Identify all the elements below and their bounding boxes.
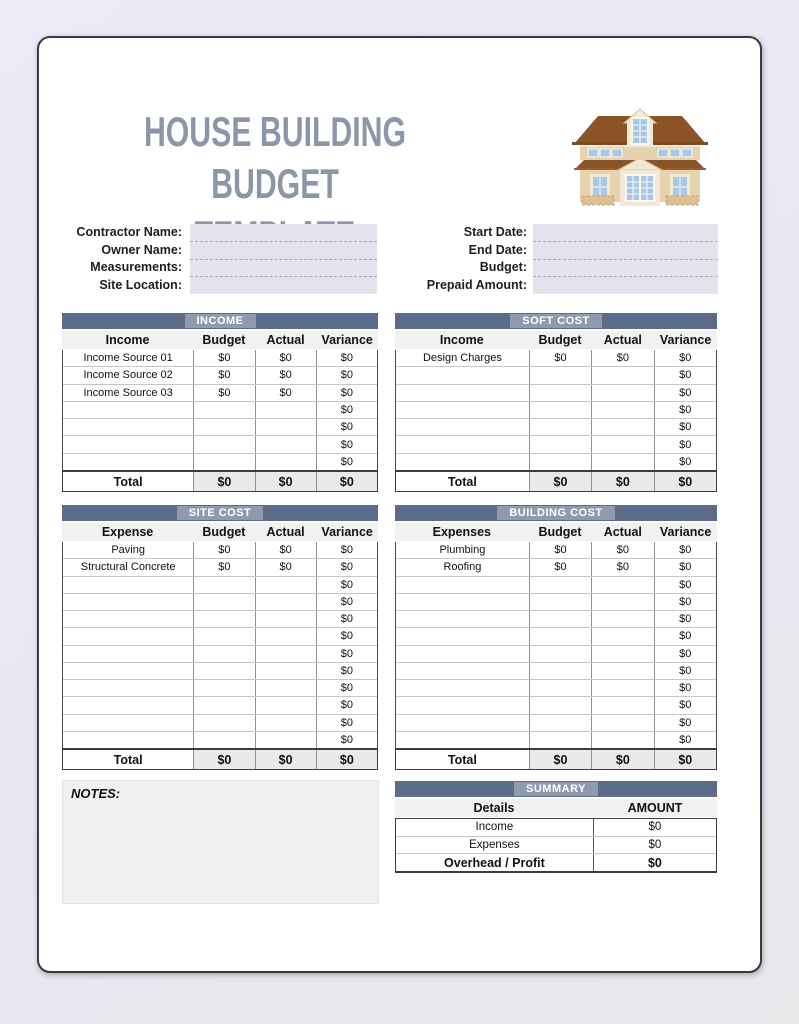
form-label: Start Date:	[463, 225, 527, 239]
table-row	[63, 419, 377, 436]
column-header: Income	[439, 333, 484, 347]
item-name-cell: Income Source 01	[83, 352, 173, 365]
summary-amount-cell: $0	[593, 854, 716, 871]
table-title: SUMMARY	[514, 782, 598, 796]
total-actual: $0	[255, 472, 316, 491]
actual-cell: $0	[255, 385, 316, 401]
budget-cell	[529, 715, 591, 731]
variance-cell: $0	[654, 628, 716, 644]
variance-cell: $0	[654, 419, 716, 435]
item-name-cell	[63, 436, 193, 452]
page-title-line1: HOUSE BUILDING BUDGET	[143, 108, 407, 207]
actual-cell	[591, 611, 653, 627]
actual-cell: $0	[255, 559, 316, 575]
actual-cell: $0	[255, 350, 316, 366]
budget-cell	[193, 732, 254, 748]
item-name-cell	[63, 628, 193, 644]
actual-cell	[591, 732, 653, 748]
variance-cell: $0	[654, 697, 716, 713]
variance-cell: $0	[316, 350, 377, 366]
column-header-row	[62, 523, 378, 541]
budget-cell	[193, 577, 254, 593]
item-name-cell	[396, 385, 529, 401]
column-header: Actual	[603, 525, 642, 539]
table-row	[63, 594, 377, 611]
variance-cell: $0	[316, 454, 377, 470]
budget-cell	[529, 611, 591, 627]
total-label: Total	[113, 752, 143, 767]
table-row	[63, 350, 377, 367]
column-header: Budget	[538, 525, 582, 539]
form-field-line	[533, 277, 718, 294]
budget-cell	[193, 611, 254, 627]
actual-cell	[591, 454, 653, 470]
actual-cell	[255, 402, 316, 418]
variance-cell: $0	[316, 663, 377, 679]
total-budget: $0	[193, 472, 254, 491]
variance-cell: $0	[316, 628, 377, 644]
total-variance: $0	[654, 472, 716, 491]
item-name-cell	[396, 402, 529, 418]
building-cost-table	[395, 505, 717, 770]
table-row	[396, 594, 716, 611]
table-title-bar	[395, 313, 717, 329]
form-field-line	[190, 242, 377, 260]
summary-row	[396, 819, 716, 837]
column-header: Details	[473, 801, 515, 815]
column-header-row	[395, 523, 717, 541]
budget-cell	[193, 628, 254, 644]
item-name-cell: Structural Concrete	[80, 561, 176, 574]
column-header: Actual	[266, 525, 305, 539]
form-label: Prepaid Amount:	[426, 277, 527, 292]
total-budget: $0	[193, 750, 254, 769]
total-label: Total	[447, 752, 477, 767]
budget-cell	[529, 680, 591, 696]
table-row	[396, 559, 716, 576]
actual-cell	[591, 436, 653, 452]
budget-cell	[529, 419, 591, 435]
actual-cell	[591, 680, 653, 696]
table-row	[63, 697, 377, 714]
actual-cell	[255, 646, 316, 662]
total-actual: $0	[255, 750, 316, 769]
summary-detail-cell: Expenses	[469, 839, 520, 851]
actual-cell	[255, 732, 316, 748]
actual-cell	[591, 419, 653, 435]
variance-cell: $0	[654, 646, 716, 662]
column-header: Variance	[659, 525, 712, 539]
total-variance: $0	[316, 750, 377, 769]
actual-cell	[255, 611, 316, 627]
form-label: Owner Name:	[101, 242, 182, 257]
total-row	[395, 748, 717, 770]
item-name-cell: Income Source 02	[83, 369, 173, 382]
variance-cell: $0	[316, 559, 377, 575]
budget-cell	[193, 680, 254, 696]
table-grid	[62, 350, 378, 470]
item-name-cell	[63, 697, 193, 713]
notes-section	[62, 780, 379, 904]
item-name-cell	[396, 697, 529, 713]
variance-cell: $0	[654, 454, 716, 470]
item-name-cell: Paving	[111, 544, 145, 557]
item-name-cell	[396, 715, 529, 731]
variance-cell: $0	[654, 715, 716, 731]
variance-cell: $0	[316, 577, 377, 593]
actual-cell	[255, 577, 316, 593]
table-grid	[395, 350, 717, 470]
table-row	[63, 715, 377, 732]
item-name-cell	[396, 628, 529, 644]
item-name-cell: Roofing	[443, 561, 482, 574]
item-name-cell	[396, 663, 529, 679]
budget-cell	[529, 385, 591, 401]
variance-cell: $0	[654, 367, 716, 383]
budget-cell	[193, 594, 254, 610]
house-icon	[570, 104, 710, 208]
column-header: Budget	[202, 525, 246, 539]
variance-cell: $0	[654, 385, 716, 401]
site-cost-table	[62, 505, 378, 770]
variance-cell: $0	[654, 611, 716, 627]
form-field-line	[533, 224, 718, 242]
item-name-cell	[396, 680, 529, 696]
actual-cell	[255, 628, 316, 644]
item-name-cell	[396, 367, 529, 383]
column-header: Expense	[101, 525, 154, 539]
summary-row	[396, 854, 716, 871]
item-name-cell	[63, 680, 193, 696]
table-row	[63, 385, 377, 402]
actual-cell	[255, 715, 316, 731]
actual-cell	[255, 680, 316, 696]
form-fields-right	[533, 224, 718, 294]
table-row	[63, 454, 377, 470]
form-labels-left	[58, 224, 182, 294]
budget-cell: $0	[529, 350, 591, 366]
actual-cell	[591, 628, 653, 644]
actual-cell	[255, 436, 316, 452]
table-row	[396, 385, 716, 402]
actual-cell	[591, 646, 653, 662]
total-actual: $0	[591, 750, 653, 769]
item-name-cell	[63, 715, 193, 731]
budget-cell	[193, 419, 254, 435]
table-row	[63, 559, 377, 576]
form-field-line	[533, 260, 718, 278]
actual-cell	[591, 385, 653, 401]
budget-cell: $0	[193, 350, 254, 366]
budget-cell	[529, 402, 591, 418]
budget-cell: $0	[529, 559, 591, 575]
variance-cell: $0	[316, 594, 377, 610]
form-field-line	[533, 242, 718, 260]
table-grid	[395, 542, 717, 748]
table-title: SOFT COST	[510, 314, 601, 328]
variance-cell: $0	[316, 611, 377, 627]
budget-cell	[529, 628, 591, 644]
form-field-line	[190, 224, 377, 242]
column-header: Expenses	[432, 525, 491, 539]
column-header-row	[62, 331, 378, 349]
table-title: BUILDING COST	[497, 506, 614, 520]
budget-cell	[193, 663, 254, 679]
table-row	[63, 628, 377, 645]
budget-cell	[529, 697, 591, 713]
table-row	[396, 367, 716, 384]
table-row	[63, 663, 377, 680]
actual-cell	[591, 577, 653, 593]
summary-amount-cell: $0	[593, 819, 716, 836]
variance-cell: $0	[316, 402, 377, 418]
table-row	[63, 367, 377, 384]
actual-cell	[591, 402, 653, 418]
actual-cell	[255, 419, 316, 435]
table-row	[396, 577, 716, 594]
total-row	[62, 470, 378, 492]
item-name-cell	[396, 611, 529, 627]
budget-cell	[193, 402, 254, 418]
table-row	[396, 697, 716, 714]
form-field-line	[190, 260, 377, 278]
column-header: Variance	[321, 525, 373, 539]
income-table	[62, 313, 378, 492]
table-row	[63, 436, 377, 453]
table-row	[396, 663, 716, 680]
total-variance: $0	[654, 750, 716, 769]
budget-cell	[529, 577, 591, 593]
table-row	[396, 419, 716, 436]
column-header: Variance	[659, 333, 712, 347]
variance-cell: $0	[654, 350, 716, 366]
table-title-bar	[395, 781, 717, 797]
budget-cell: $0	[193, 385, 254, 401]
variance-cell: $0	[316, 697, 377, 713]
table-title-bar	[395, 505, 717, 521]
form-fields-left	[190, 224, 377, 294]
variance-cell: $0	[316, 542, 377, 558]
variance-cell: $0	[654, 402, 716, 418]
table-row	[396, 402, 716, 419]
total-label: Total	[113, 474, 143, 489]
variance-cell: $0	[654, 594, 716, 610]
actual-cell	[591, 663, 653, 679]
budget-cell	[193, 436, 254, 452]
variance-cell: $0	[316, 436, 377, 452]
column-header-row	[395, 799, 717, 817]
table-row	[396, 715, 716, 732]
variance-cell: $0	[316, 732, 377, 748]
soft-cost-table	[395, 313, 717, 492]
variance-cell: $0	[654, 542, 716, 558]
variance-cell: $0	[316, 367, 377, 383]
actual-cell	[255, 663, 316, 679]
budget-cell	[193, 697, 254, 713]
form-label: Site Location:	[99, 277, 182, 292]
notes-label: NOTES:	[71, 786, 121, 801]
variance-cell: $0	[316, 646, 377, 662]
budget-cell: $0	[529, 542, 591, 558]
budget-cell: $0	[193, 542, 254, 558]
table-row	[63, 646, 377, 663]
item-name-cell: Plumbing	[439, 544, 486, 557]
variance-cell: $0	[654, 559, 716, 575]
variance-cell: $0	[654, 680, 716, 696]
item-name-cell: Income Source 03	[83, 386, 173, 399]
summary-detail-cell: Income	[475, 821, 514, 834]
budget-cell	[529, 594, 591, 610]
item-name-cell	[396, 436, 529, 452]
budget-cell	[529, 646, 591, 662]
actual-cell	[591, 715, 653, 731]
form-label: Contractor Name:	[76, 225, 182, 239]
table-row	[396, 436, 716, 453]
budget-cell: $0	[193, 559, 254, 575]
item-name-cell	[63, 663, 193, 679]
total-row	[395, 470, 717, 492]
column-header: AMOUNT	[627, 801, 683, 815]
column-header: Actual	[603, 333, 642, 347]
table-row	[396, 454, 716, 470]
total-budget: $0	[529, 472, 591, 491]
variance-cell: $0	[316, 419, 377, 435]
actual-cell: $0	[255, 542, 316, 558]
table-row	[396, 350, 716, 367]
item-name-cell	[396, 577, 529, 593]
item-name-cell	[63, 402, 193, 418]
variance-cell: $0	[654, 436, 716, 452]
table-grid	[62, 542, 378, 748]
table-row	[63, 542, 377, 559]
actual-cell	[255, 697, 316, 713]
table-row	[396, 628, 716, 645]
item-name-cell	[63, 454, 193, 470]
table-title: INCOME	[185, 314, 256, 328]
form-field-line	[190, 277, 377, 294]
table-row	[396, 542, 716, 559]
table-row	[63, 680, 377, 697]
column-header: Variance	[321, 333, 373, 347]
item-name-cell	[396, 419, 529, 435]
summary-amount-cell: $0	[593, 837, 716, 854]
budget-cell	[193, 646, 254, 662]
total-variance: $0	[316, 472, 377, 491]
table-row	[63, 402, 377, 419]
actual-cell: $0	[591, 350, 653, 366]
table-title: SITE COST	[177, 506, 264, 520]
summary-row	[396, 837, 716, 855]
column-header: Budget	[538, 333, 582, 347]
budget-cell	[193, 454, 254, 470]
item-name-cell	[396, 732, 529, 748]
form-labels-right	[404, 224, 527, 294]
actual-cell: $0	[255, 367, 316, 383]
item-name-cell	[63, 611, 193, 627]
column-header: Income	[105, 333, 150, 347]
table-title-bar	[62, 505, 378, 521]
budget-cell	[193, 715, 254, 731]
actual-cell	[255, 454, 316, 470]
table-row	[396, 732, 716, 748]
variance-cell: $0	[654, 663, 716, 679]
column-header-row	[395, 331, 717, 349]
total-budget: $0	[529, 750, 591, 769]
column-header: Budget	[202, 333, 246, 347]
table-row	[396, 646, 716, 663]
variance-cell: $0	[654, 577, 716, 593]
item-name-cell	[396, 646, 529, 662]
variance-cell: $0	[316, 715, 377, 731]
budget-cell	[529, 367, 591, 383]
table-row	[396, 611, 716, 628]
item-name-cell	[63, 646, 193, 662]
form-label: Budget:	[479, 260, 527, 274]
budget-cell	[529, 663, 591, 679]
budget-cell	[529, 454, 591, 470]
item-name-cell	[396, 454, 529, 470]
item-name-cell	[63, 419, 193, 435]
table-row	[63, 611, 377, 628]
total-row	[62, 748, 378, 770]
variance-cell: $0	[316, 680, 377, 696]
budget-cell: $0	[193, 367, 254, 383]
item-name-cell	[396, 594, 529, 610]
variance-cell: $0	[654, 732, 716, 748]
total-label: Total	[447, 474, 477, 489]
total-actual: $0	[591, 472, 653, 491]
table-row	[396, 680, 716, 697]
item-name-cell	[63, 732, 193, 748]
item-name-cell	[63, 594, 193, 610]
actual-cell	[591, 697, 653, 713]
table-row	[63, 732, 377, 748]
summary-grid	[395, 818, 717, 873]
summary-detail-cell: Overhead / Profit	[444, 855, 545, 870]
actual-cell: $0	[591, 542, 653, 558]
actual-cell	[591, 594, 653, 610]
form-label: End Date:	[468, 242, 527, 257]
table-title-bar	[62, 313, 378, 329]
actual-cell: $0	[591, 559, 653, 575]
item-name-cell	[63, 577, 193, 593]
actual-cell	[255, 594, 316, 610]
column-header: Actual	[266, 333, 305, 347]
item-name-cell: Design Charges	[422, 352, 502, 365]
summary-table	[395, 781, 717, 873]
budget-cell	[529, 732, 591, 748]
budget-cell	[529, 436, 591, 452]
actual-cell	[591, 367, 653, 383]
table-row	[63, 577, 377, 594]
form-label: Measurements:	[90, 260, 182, 274]
variance-cell: $0	[316, 385, 377, 401]
